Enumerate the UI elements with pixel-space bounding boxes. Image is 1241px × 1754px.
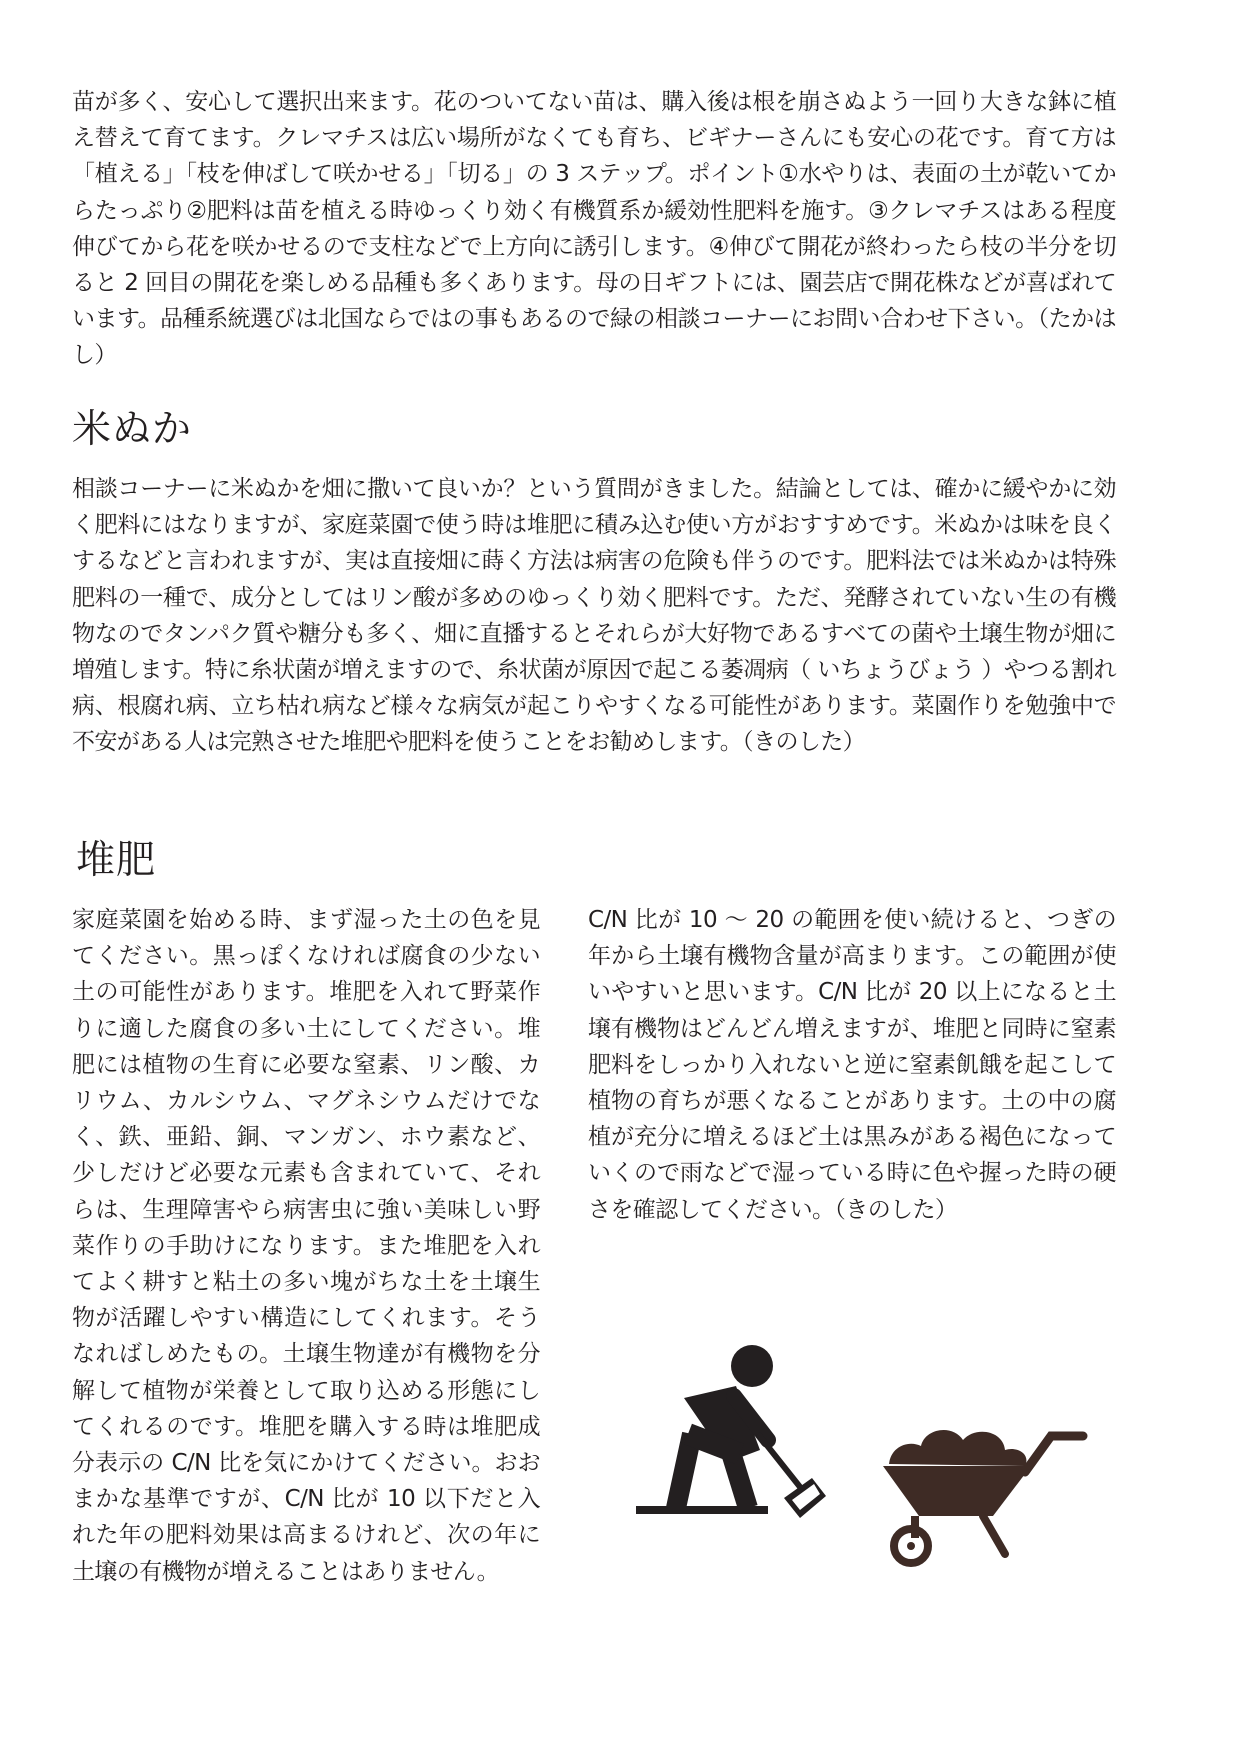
clematis-paragraph: 苗が多く、安心して選択出来ます。花のついてない苗は、購入後は根を崩さぬよう一回り大きな鉢に植え替えて育てます。クレマチスは広い場所がなくても育ち、ビギナーさんにも安心の花です。育て方は「植える」「枝を伸ばして咲かせる」「切る」の 3 ステップ。ポイント①水やりは、表面の土が乾いてからたっぷり②肥料は苗を植える時ゆっくり効く有機質系か緩効性肥料を施す。③クレマチスはある程度伸びてから花を咲かせるので支柱などで上方向に誘引します。④伸びて開花が終わったら枝の半分を切ると 2 回目の開花を楽しめる品種も多くあります。母の日ギフトには、園芸店で開花株などが喜ばれています。品種系統選びは北国ならではの事もあるので緑の相談コーナーにお問い合わせ下さい。（たかはし） [72, 89, 1116, 369]
person-digging-icon [636, 1330, 836, 1530]
wheelbarrow-icon [875, 1420, 1095, 1570]
compost-left-column: 家庭菜園を始める時、まず湿った土の色を見てください。黒っぽくなければ腐食の少ない土の可能性があります。堆肥を入れて野菜作りに適した腐食の多い土にしてください。堆肥には植物の生育に必要な窒素、リン酸、カリウム、カルシウム、マグネシウムだけでなく、鉄、亜鉛、銅、マンガン、ホウ素など、少しだけど必要な元素も含まれていて、それらは、生理障害やら病害虫に強い美味しい野菜作りの手助けになります。また堆肥を入れてよく耕すと粘土の多い塊がちな土を土壌生物が活躍しやすい構造にしてくれます。そうなればしめたもの。土壌生物達が有機物を分解して植物が栄養として取り込める形態にしてくれるのです。堆肥を購入する時は堆肥成分表示の C/N 比を気にかけてください。おおまかな基準ですが、C/N 比が 10 以下だと入れた年の肥料効果は高まるけれど、次の年に土壌の有機物が増えることはありません。 [72, 907, 540, 1585]
compost-heading: 堆肥 [76, 838, 157, 883]
compost-right-column: C/N 比が 10 ～ 20 の範囲を使い続けると、つぎの年から土壌有機物含量が高まります。この範囲が使いやすいと思います。C/N 比が 20 以上になると土壌有機物はどんどん増えますが、堆肥と同時に窒素肥料をしっかり入れないと逆に窒素飢餓を起こして植物の育ちが悪くなることがあります。土の中の腐植が充分に増えるほど土は黒みがある褐色になっていくので雨などで湿っている時に色や握った時の硬さを確認してください。（きのした） [588, 907, 1116, 1223]
rice-bran-heading: 米ぬか [72, 407, 193, 452]
rice-bran-paragraph: 相談コーナーに米ぬかを畑に撒いて良いか？という質問がきました。結論としては、確かに緩やかに効く肥料にはなりますが、家庭菜園で使う時は堆肥に積み込む使い方がおすすめです。米ぬかは味を良くするなどと言われますが、実は直接畑に蒔く方法は病害の危険も伴うのです。肥料法では米ぬかは特殊肥料の一種で、成分としてはリン酸が多めのゆっくり効く肥料です。ただ、発酵されていない生の有機物なのでタンパク質や糖分も多く、畑に直播するとそれらが大好物であるすべての菌や土壌生物が畑に増殖します。特に糸状菌が増えますので、糸状菌が原因で起こる萎凋病（ いちょうびょう ）やつる割れ病、根腐れ病、立ち枯れ病など様々な病気が起こりやすくなる可能性があります。菜園作りを勉強中で不安がある人は完熟させた堆肥や肥料を使うことをお勧めします。（きのした） [72, 476, 1116, 756]
